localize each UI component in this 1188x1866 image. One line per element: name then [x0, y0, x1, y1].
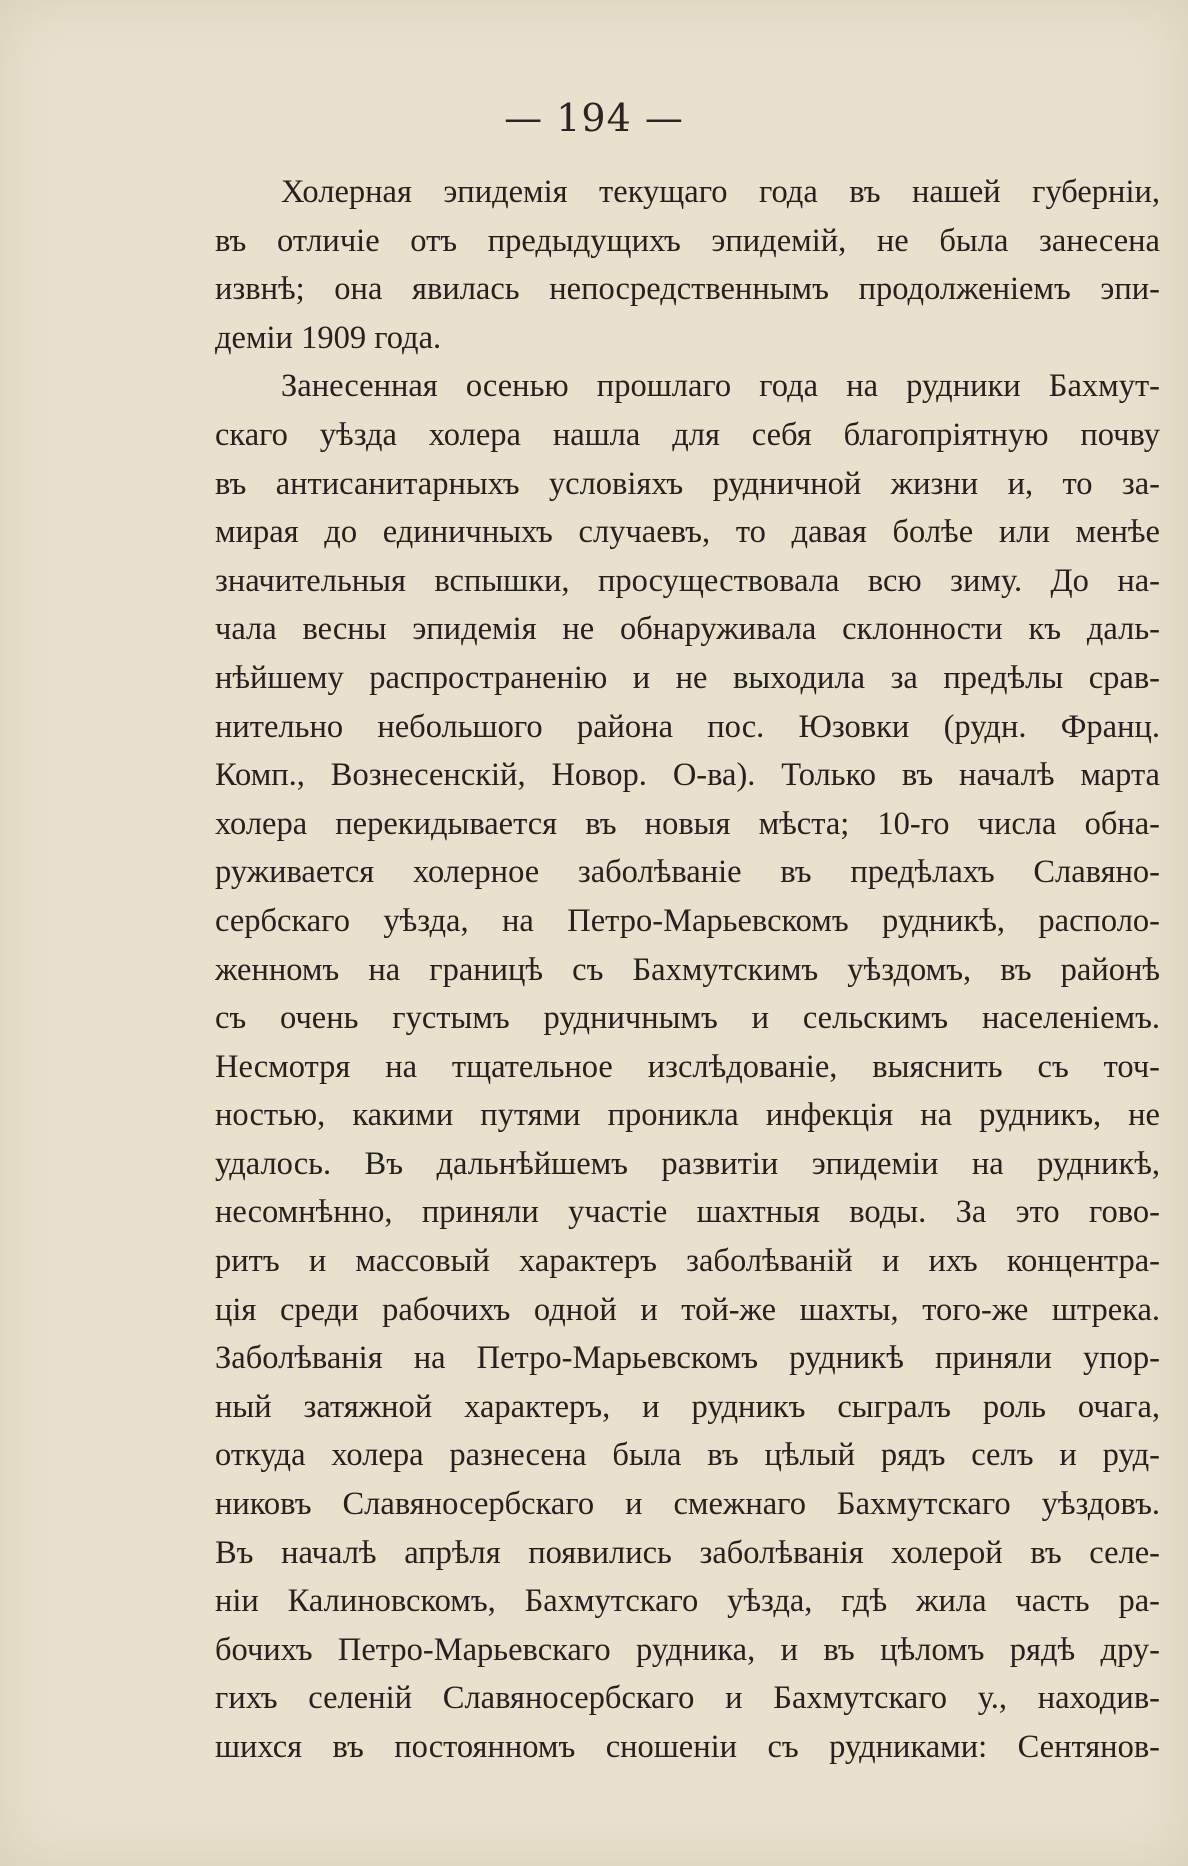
paragraph-2-line: ритъ и массовый характеръ заболѣваній и ихъ концентра- [215, 1243, 1160, 1280]
paragraph-2-line: ностью, какими путями проникла инфекція на рудникъ, не [215, 1097, 1160, 1134]
paragraph-2-line: шихся въ постоянномъ сношеніи съ рудниками: Сентянов- [215, 1729, 1160, 1765]
paragraph-2-line: гихъ селеній Славяносербскаго и Бахмутскаго у., находив- [215, 1680, 1160, 1717]
paragraph-2-line: бочихъ Петро-Марьевскаго рудника, и въ цѣломъ рядѣ дру- [215, 1631, 1160, 1668]
paragraph-1-line: извнѣ; она явилась непосредственнымъ продолженіемъ эпи- [215, 271, 1160, 308]
paragraph-2-line: несомнѣнно, приняли участіе шахтныя воды. За это гово- [215, 1194, 1160, 1231]
paragraph-2-line: Въ началѣ апрѣля появились заболѣванія холерой въ селе- [215, 1534, 1160, 1571]
paragraph-2-line: женномъ на границѣ съ Бахмутскимъ уѣздомъ, въ районѣ [215, 951, 1160, 988]
paragraph-2-line: сербскаго уѣзда, на Петро-Марьевскомъ рудникѣ, располо- [215, 902, 1160, 939]
paragraph-1-line: деміи 1909 года. [215, 319, 442, 356]
body-text [215, 168, 1160, 1772]
paragraph-2-line: Комп., Вознесенскій, Новор. О-ва). Только въ началѣ марта [215, 757, 1160, 794]
paragraph-2-line: холера перекидывается въ новыя мѣста; 10-го числа обна- [215, 805, 1160, 842]
paragraph-1-line: въ отличіе отъ предыдущихъ эпидемій, не была занесена [215, 222, 1160, 259]
page-number: — 194 — [504, 96, 684, 140]
paragraph-2-line: съ очень густымъ рудничнымъ и сельскимъ населеніемъ. [215, 1000, 1160, 1037]
paragraph-2-line: никовъ Славяносербскаго и смежнаго Бахмутскаго уѣздовъ. [215, 1486, 1160, 1523]
paragraph-2-line: мирая до единичныхъ случаевъ, то давая болѣе или менѣе [215, 514, 1160, 551]
paragraph-2-line: удалось. Въ дальнѣйшемъ развитіи эпидеміи на рудникѣ, [215, 1145, 1160, 1182]
paragraph-2-line: Несмотря на тщательное изслѣдованіе, выяснить съ точ- [215, 1048, 1160, 1085]
paragraph-1-line: Холерная эпидемія текущаго года въ нашей губерніи, [281, 174, 1160, 210]
paragraph-2-line: Заболѣванія на Петро-Марьевскомъ рудникѣ приняли упор- [215, 1340, 1160, 1377]
paragraph-2-line: ніи Калиновскомъ, Бахмутскаго уѣзда, гдѣ жила часть ра- [215, 1583, 1160, 1620]
paragraph-2-line: въ антисанитарныхъ условіяхъ рудничной жизни и, то за- [215, 465, 1160, 502]
paragraph-2-line: ція среди рабочихъ одной и той-же шахты, того-же штрека. [215, 1291, 1160, 1328]
paragraph-2-line: Занесенная осенью прошлаго года на рудники Бахмут- [281, 368, 1160, 405]
paragraph-2-line: чала весны эпидемія не обнаруживала склонности къ даль- [215, 611, 1160, 648]
paragraph-2-line: откуда холера разнесена была въ цѣлый рядъ селъ и руд- [215, 1437, 1160, 1474]
paragraph-2-line: руживается холерное заболѣваніе въ предѣлахъ Славяно- [215, 854, 1160, 891]
paragraph-2-line: значительныя вспышки, просуществовала всю зиму. До на- [215, 562, 1160, 599]
paragraph-2-line: скаго уѣзда холера нашла для себя благопріятную почву [215, 416, 1160, 453]
paragraph-2-line: нѣйшему распространенію и не выходила за предѣлы срав- [215, 659, 1160, 696]
paragraph-2-line: ный затяжной характеръ, и рудникъ сыгралъ роль очага, [215, 1388, 1160, 1425]
paragraph-2-line: нительно небольшого района пос. Юзовки (рудн. Франц. [215, 708, 1160, 745]
